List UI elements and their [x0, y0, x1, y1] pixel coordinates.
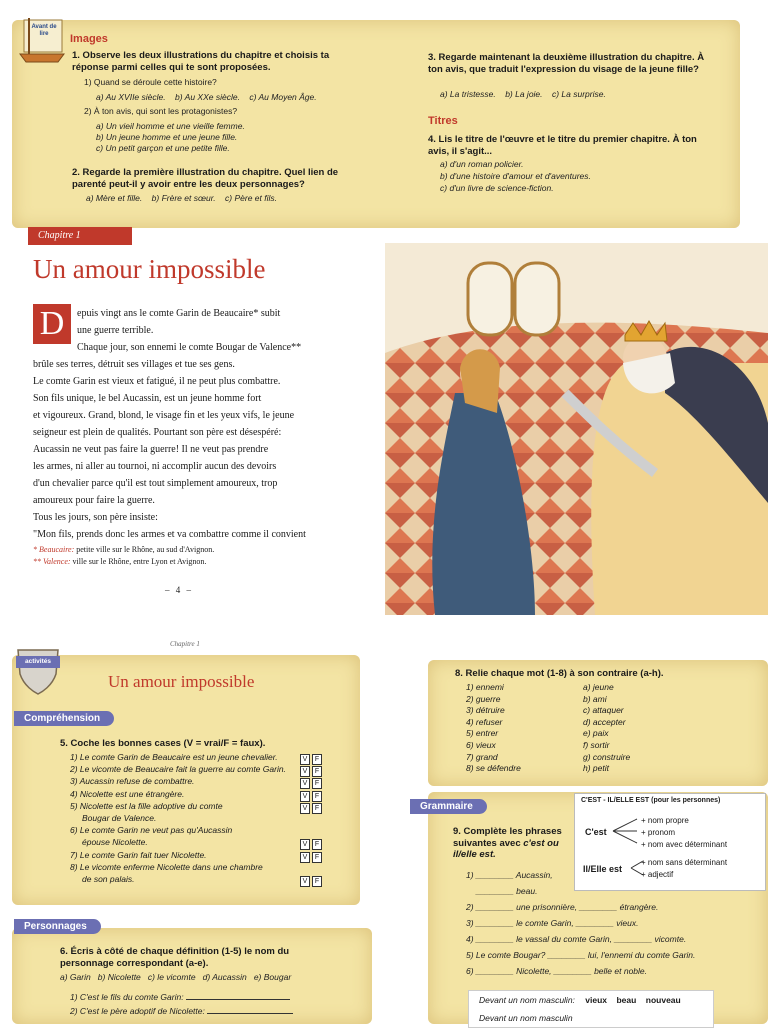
cest-item-3: + nom avec déterminant [641, 840, 728, 849]
q5-item-4-text: 4) Nicolette est une étrangère. [70, 788, 185, 799]
story-line-9: Aucassin ne veut pas faire la guerre! Il ne veut pas prendre [33, 444, 269, 455]
q5-item-8-f[interactable]: F [312, 876, 322, 887]
q5-item-5-v[interactable]: V [300, 803, 310, 814]
story-line-14: "Mon fils, prends donc les armes et va combattre comme il convient [33, 529, 306, 540]
story-line-5: Le comte Garin est vieux et fatigué, il ne peut plus combattre. [33, 376, 281, 387]
question-1-2-b: b) Un jeune homme et une jeune fille. [96, 132, 238, 142]
q8-left-3: 3) détruire [466, 705, 505, 716]
q5-item-5 [70, 800, 330, 812]
question-6-2-text: 2) C'est le père adoptif de Nicolette: [70, 1006, 205, 1016]
question-9-text: 9. Complète les phrases suivantes avec [453, 826, 562, 849]
q5-item-8b [70, 873, 330, 885]
q9-sentence-5: 5) Le comte Bougar? ________ lui, l'ennemi du comte Garin. [466, 950, 696, 960]
cest-item-1: + nom propre [641, 816, 689, 825]
q5-item-7-text: 7) Le comte Garin fait tuer Nicolette. [70, 849, 207, 860]
question-3-options: a) La tristesse. b) La joie. c) La surprise. [440, 89, 606, 99]
question-6: 6. Écris à côté de chaque définition (1-5) le nom du personnage correspondant (a-e). [60, 946, 290, 969]
q5-item-1 [70, 751, 330, 763]
q5-item-6-v[interactable]: V [300, 839, 310, 850]
q5-item-7 [70, 849, 330, 861]
question-1-2-a: a) Un vieil homme et une vieille femme. [96, 121, 245, 131]
question-1: 1. Observe les deux illustrations du chapitre et choisis ta réponse parmi celles qui te sont proposées. [72, 50, 330, 73]
cest-item-2: + pronom [641, 828, 676, 837]
question-4: 4. Lis le titre de l'œuvre et le titre du premier chapitre. À ton avis, il s'agit... [428, 134, 697, 157]
story-line-4: brûle ses terres, détruit ses villages et tue ses gens. [33, 359, 235, 370]
q5-item-6b-text: épouse Nicolette. [82, 837, 148, 848]
footnote-1-label: * Beaucaire: [33, 545, 75, 554]
q8-right-a: a) jeune [583, 682, 614, 692]
question-8-right-list [583, 682, 630, 775]
avant-de-lire-logo [16, 16, 68, 64]
q9-sentence-6: 6) ________ Nicolette, ________ belle et noble. [466, 966, 648, 976]
question-1-2-c: c) Un petit garçon et une petite fille. [96, 143, 230, 153]
q8-left-6: 6) vieux [466, 739, 496, 750]
avant-de-lire-logo-text: Avant de lire [31, 24, 57, 37]
question-9-text-b: c'est ou il/elle est. [453, 837, 559, 860]
question-6-2-blank[interactable] [207, 1013, 293, 1014]
q8-left-8: 8) se défendre [466, 763, 521, 774]
q8-left-2: 2) guerre [466, 693, 501, 704]
adjective-note-box [468, 990, 714, 1028]
footnote-2 [33, 557, 206, 566]
q5-item-6-text: 6) Le comte Garin ne veut pas qu'Aucassin [70, 825, 233, 836]
q5-item-1-f[interactable]: F [312, 754, 322, 765]
question-1-2: 2) À ton avis, qui sont les protagonistes? [84, 106, 238, 116]
question-6-options: a) Garin b) Nicolette c) le vicomte d) Aucassin e) Bougar [60, 972, 292, 982]
q5-item-3-f[interactable]: F [312, 778, 322, 789]
story-line-6: Son fils unique, le bel Aucassin, est un jeune homme fort [33, 393, 262, 404]
question-8: 8. Relie chaque mot (1-8) à son contraire (a-h). [455, 668, 664, 679]
q5-item-1-text: 1) Le comte Garin de Beaucaire est un jeune chevalier. [70, 752, 278, 762]
q8-left-7: 7) grand [466, 751, 498, 762]
question-1-1: 1) Quand se déroule cette histoire? [84, 77, 217, 87]
page-number: – 4 – [165, 585, 193, 595]
q5-item-1-v[interactable]: V [300, 754, 310, 765]
q5-item-2-f[interactable]: F [312, 766, 322, 777]
q5-item-5-f[interactable]: F [312, 803, 322, 814]
q5-item-6-f[interactable]: F [312, 839, 322, 850]
q5-item-7-v[interactable]: V [300, 852, 310, 863]
q5-item-4-f[interactable]: F [312, 791, 322, 802]
q5-item-2-v[interactable]: V [300, 766, 310, 777]
q5-item-8b-text: de son palais. [82, 874, 135, 885]
question-6-2 [70, 1006, 293, 1017]
story-line-8: seigneur est plein de qualités. Pourtant son père est désespéré: [33, 427, 282, 438]
story-dropcap: D [33, 304, 71, 344]
ilest-label: Il/Elle est [583, 864, 623, 874]
q5-item-3-text: 3) Aucassin refuse de combattre. [70, 776, 195, 787]
q8-right-h: h) petit [583, 763, 609, 774]
question-9 [453, 826, 565, 861]
q9-sentence-1b: ________ beau. [476, 886, 538, 896]
q8-left-1: 1) ennemi [466, 682, 504, 692]
q8-left-5: 5) entrer [466, 728, 499, 739]
q5-item-8-text: 8) Le vicomte enferme Nicolette dans une chambre [70, 861, 263, 872]
story-line-13: Tous les jours, son père insiste: [33, 512, 158, 523]
footnote-2-label: ** Valence: [33, 557, 71, 566]
note-1 [479, 995, 681, 1005]
q5-item-2-text: 2) Le vicomte de Beaucaire fait la guerre au comte Garin. [70, 764, 286, 775]
story-line-2: une guerre terrible. [77, 325, 154, 336]
ilest-item-2: + adjectif [641, 870, 674, 879]
story-line-12: amoureux pour faire la guerre. [33, 495, 155, 506]
bottom-title: Un amour impossible [108, 672, 255, 691]
footnote-1 [33, 545, 214, 554]
question-4-b: b) d'une histoire d'amour et d'aventures. [440, 171, 591, 181]
story-line-10: les armes, ni aller au tournoi, ni accomplir aucun des devoirs [33, 461, 277, 472]
question-3: 3. Regarde maintenant la deuxième illustration du chapitre. À ton avis, que traduit l'expression du visage de la jeune fille? [428, 52, 705, 75]
question-6-1 [70, 992, 290, 1003]
footnote-1-text: petite ville sur le Rhône, au sud d'Avignon. [76, 545, 215, 554]
cest-label: C'est [585, 827, 607, 837]
bottom-header: Chapitre 1 [170, 640, 200, 648]
question-5-list [70, 751, 330, 885]
question-6-1-blank[interactable] [186, 999, 290, 1000]
story-line-11: d'un chevalier parce qu'il est tout simplement amoureux, trop [33, 478, 278, 489]
q5-item-2 [70, 763, 330, 775]
note-2: Devant un nom masculin [479, 1013, 573, 1023]
question-4-a: a) d'un roman policier. [440, 159, 524, 169]
grammaire-tab: Grammaire [410, 799, 487, 814]
titres-section-title: Titres [428, 115, 458, 127]
question-2-options: a) Mère et fille. b) Frère et sœur. c) Père et fils. [86, 193, 277, 203]
grammar-box-title: C'EST - IL/ELLE EST (pour les personnes) [581, 797, 721, 804]
q8-right-g: g) construire [583, 751, 631, 762]
q8-right-b: b) ami [583, 693, 607, 704]
q5-item-6b [70, 836, 330, 848]
chapter-title: Un amour impossible [33, 254, 266, 284]
q8-right-d: d) accepter [583, 716, 626, 727]
q5-item-5-text: 5) Nicolette est la fille adoptive du comte [70, 800, 223, 811]
ilest-item-1: + nom sans déterminant [641, 858, 728, 867]
q8-left-4: 4) refuser [466, 716, 503, 727]
q8-right-f: f) sortir [583, 739, 610, 750]
q9-sentence-2: 2) ________ une prisonnière, ________ étrangère. [466, 902, 659, 912]
q9-sentence-4: 4) ________ le vassal du comte Garin, ________ vicomte. [466, 934, 687, 944]
story-line-3: Chaque jour, son ennemi le comte Bougar de Valence** [77, 342, 302, 353]
note-1-words: vieux beau nouveau [585, 995, 681, 1005]
note-1-text: Devant un nom masculin: [479, 995, 575, 1005]
activites-logo-text: activités [24, 658, 52, 665]
question-6-1-text: 1) C'est le fils du comte Garin: [70, 992, 184, 1002]
q5-item-4-v[interactable]: V [300, 791, 310, 802]
q8-right-e: e) paix [583, 728, 609, 739]
footnote-2-text: ville sur le Rhône, entre Lyon et Avignon. [72, 557, 207, 566]
q5-item-8 [70, 861, 330, 873]
q8-right-c: c) attaquer [583, 705, 624, 716]
question-8-left-list [466, 682, 521, 775]
comprehension-tab: Compréhension [14, 711, 114, 726]
q5-item-8-v[interactable]: V [300, 876, 310, 887]
story-line-7: et vigoureux. Grand, blond, le visage fin et les yeux vifs, le jeune [33, 410, 295, 421]
grammar-rule-box [574, 793, 766, 891]
chapter-illustration [385, 243, 768, 615]
chapter-label: Chapitre 1 [28, 227, 132, 245]
q9-sentence-1: 1) ________ Aucassin, [466, 870, 553, 880]
q5-item-7-f[interactable]: F [312, 852, 322, 863]
question-5: 5. Coche les bonnes cases (V = vrai/F = faux). [60, 738, 266, 749]
q5-item-4 [70, 788, 330, 800]
story-line-1: epuis vingt ans le comte Garin de Beaucaire* subit [77, 308, 281, 319]
question-1-1-options: a) Au XVIIe siècle. b) Au XXe siècle. c) Au Moyen Âge. [96, 92, 317, 102]
q5-item-6 [70, 824, 330, 836]
question-4-c: c) d'un livre de science-fiction. [440, 183, 554, 193]
images-section-title: Images [70, 33, 108, 45]
q9-sentence-3: 3) ________ le comte Garin, ________ vieux. [466, 918, 639, 928]
personnages-tab: Personnages [14, 919, 101, 934]
question-2: 2. Regarde la première illustration du chapitre. Quel lien de parenté peut-il y avoir entre les deux personnages? [72, 167, 339, 190]
q5-item-3-v[interactable]: V [300, 778, 310, 789]
story-text [33, 305, 378, 543]
cest-arrows [611, 816, 641, 846]
q5-item-5b-text: Bougar de Valence. [82, 813, 157, 824]
activites-logo [14, 644, 62, 696]
q5-item-3 [70, 775, 330, 787]
